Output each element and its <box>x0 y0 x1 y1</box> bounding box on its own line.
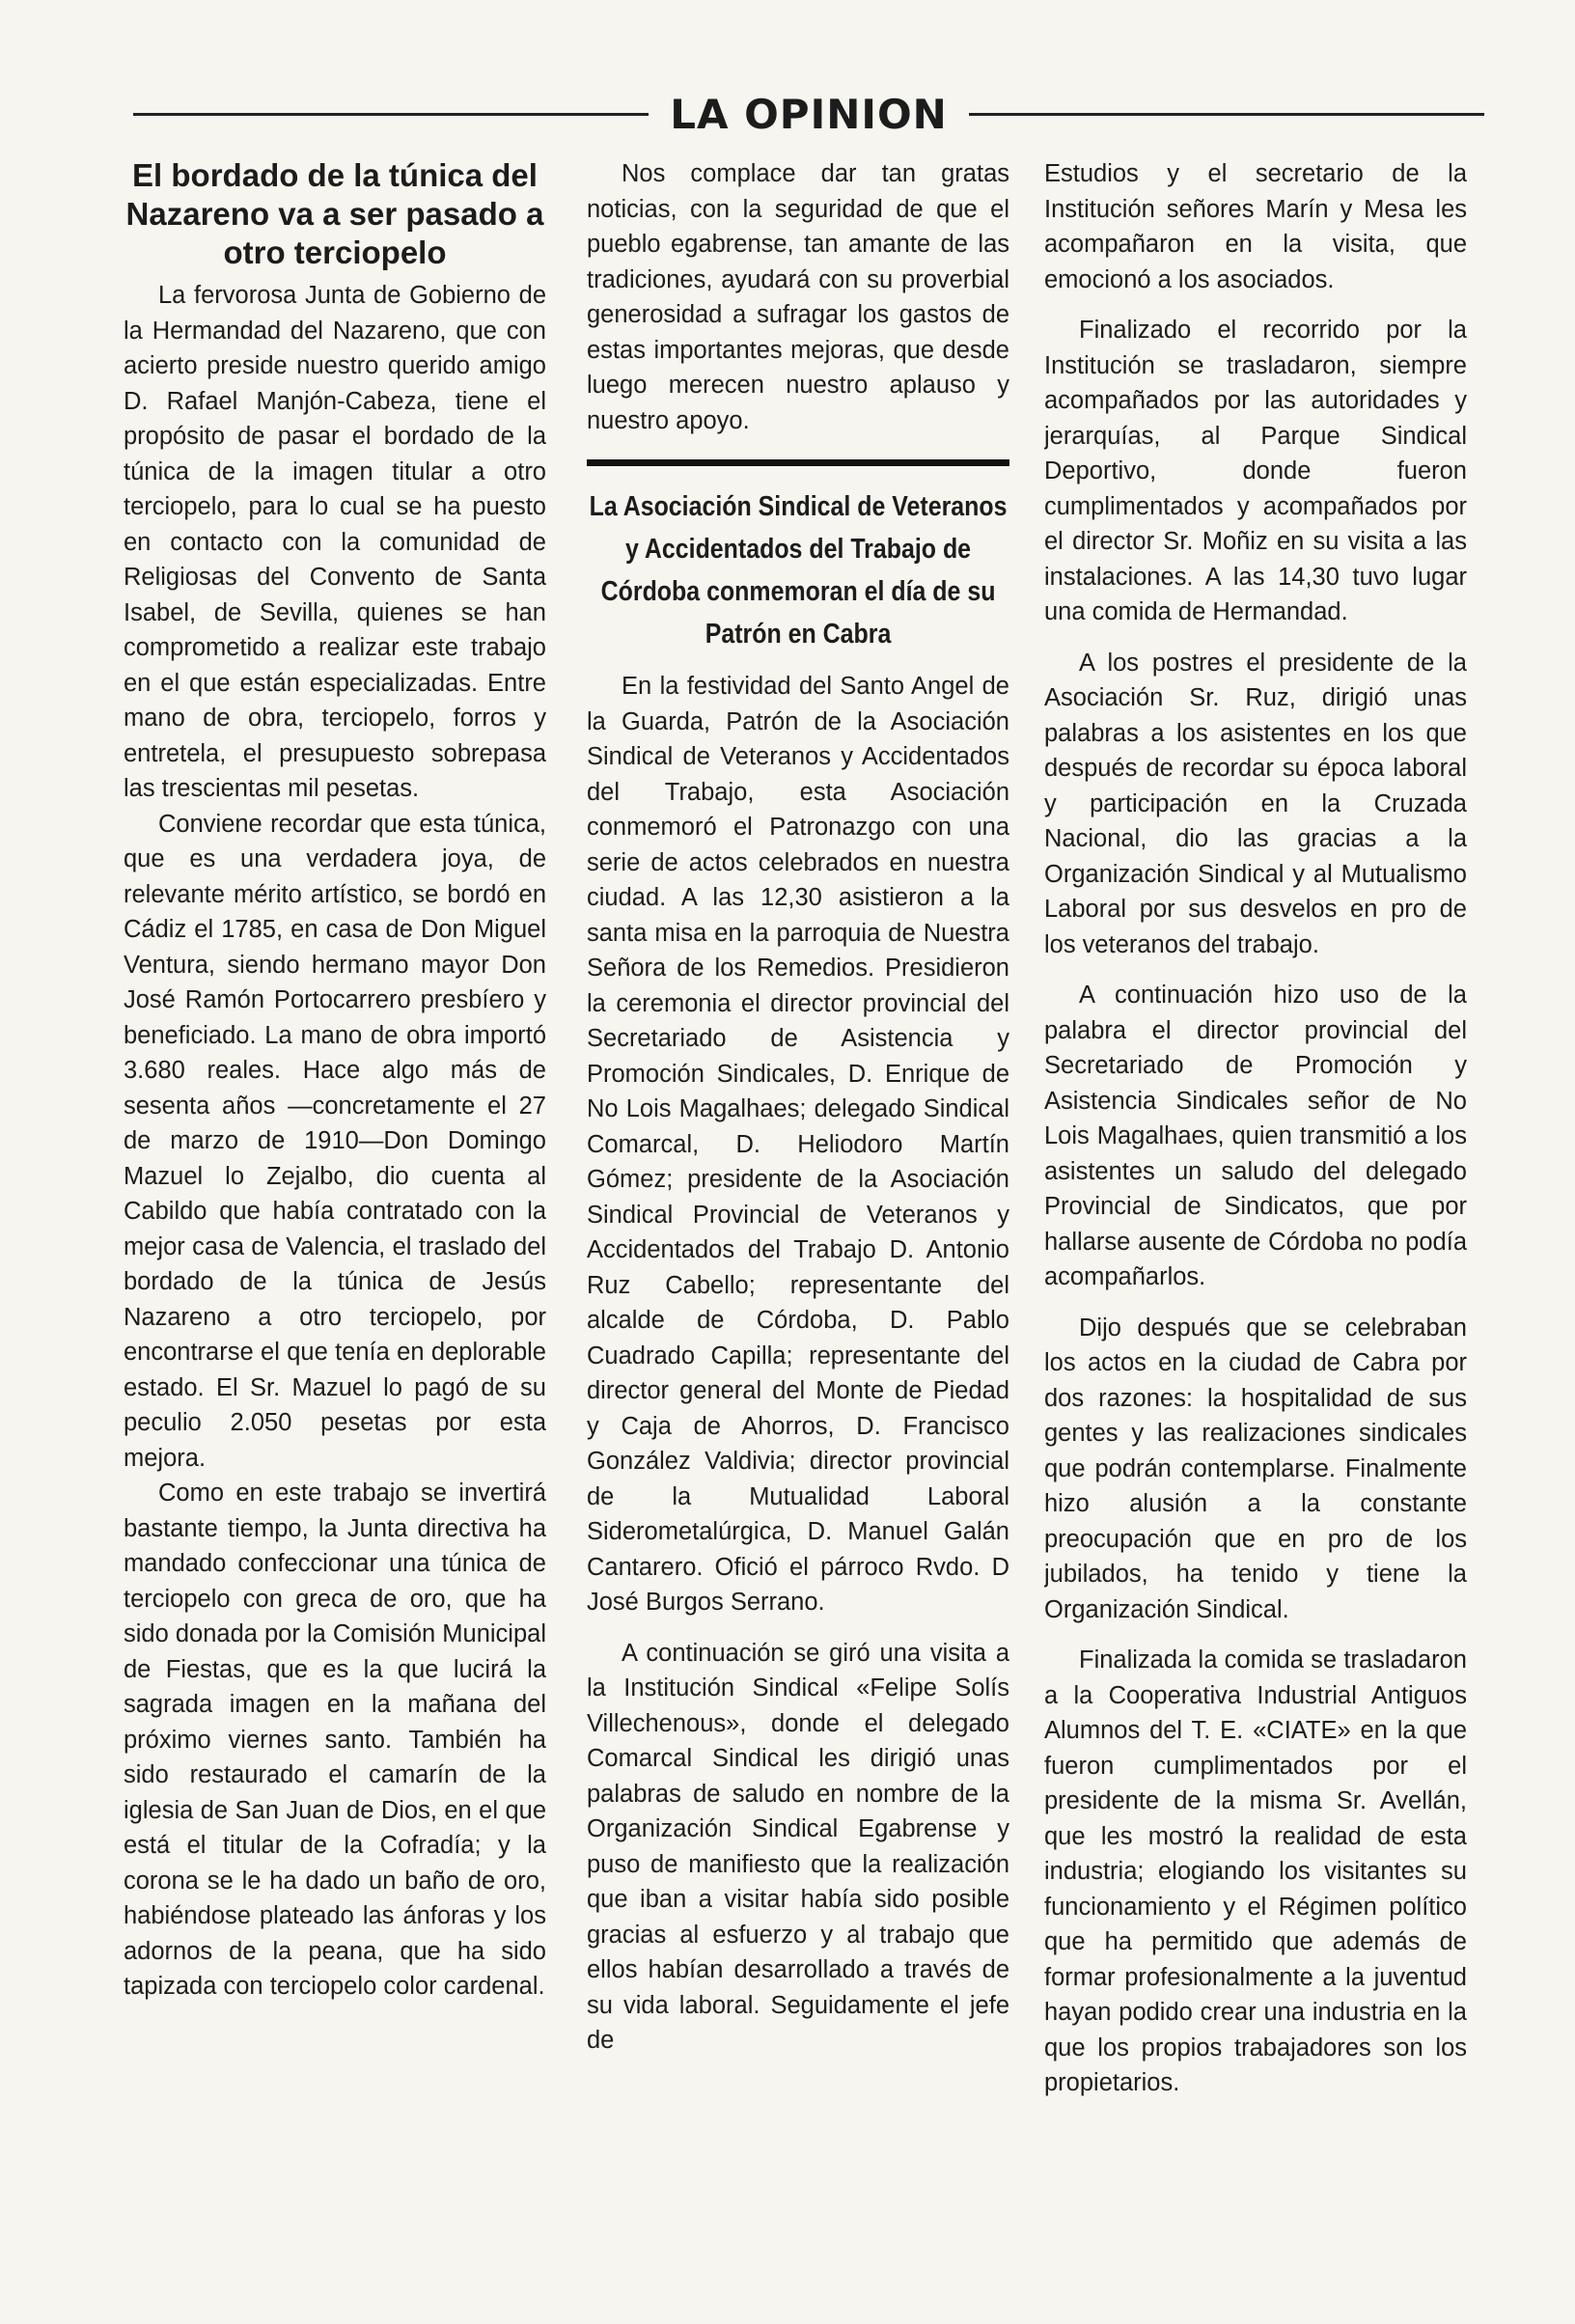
masthead-right-rule <box>969 113 1484 116</box>
article-2-paragraph: En la festividad del Santo Angel de la Guarda, Patrón de la Asociación Sindical de Veteranos y Accidentados del Trabajo, esta Asociación conmemoró el Patronazgo con una serie de actos celebrados en nuestra ciudad. A las 12,30 asistieron a la santa misa en la parroquia de Nuestra Señora de los Remedios. Presidieron la ceremonia el director provincial del Secretariado de Asistencia y Promoción Sindicales, D. Enrique de No Lois Magalhaes; delegado Sindical Comarcal, D. Heliodoro Martín Gómez; presidente de la Asociación Sindical Provincial de Veteranos y Accidentados del Trabajo D. Antonio Ruz Cabello; representante del alcalde de Córdoba, D. Pablo Cuadrado Capilla; representante del director general del Monte de Piedad y Caja de Ahorros, D. Francisco González Valdivia; director provincial de la Mutualidad Laboral Siderometalúrgica, D. Manuel Galán Cantarero. Ofició el párroco Rvdo. D José Burgos Serrano. <box>587 673 1009 1616</box>
article-2-paragraph: Finalizado el recorrido por la Institución se trasladaron, siempre acompañados por las autoridades y jerarquías, al Parque Sindical Deportivo, donde fueron cumplimentados y acompañados por el director Sr. Moñiz en su visita a las instalaciones. A las 14,30 tuvo lugar una comida de Hermandad. <box>1044 317 1467 625</box>
article-1-headline: El bordado de la túnica del Nazareno va a ser pasado a otro terciopelo <box>125 157 544 270</box>
column-1 <box>124 156 546 2299</box>
column-2 <box>587 156 1009 2299</box>
article-1-paragraph: Conviene recordar que esta túnica, que es una verdadera joya, de relevante mérito artístico, se bordó en Cádiz el 1785, en casa de Don Miguel Ventura, siendo hermano mayor Don José Ramón Portocarrero presbíero y beneficiado. La mano de obra importó 3.680 reales. Hace algo más de sesenta años —concretamente el 27 de marzo de 1910—Don Domingo Mazuel lo Zejalbo, dio cuenta al Cabildo que había contratado con la mejor casa de Valencia, el traslado del bordado de la túnica de Jesús Nazareno a otro terciopelo, por encontrarse el que tenía en deplorable estado. El Sr. Mazuel lo pagó de su peculio 2.050 pesetas por esta mejora. <box>124 810 546 1472</box>
article-2-paragraph: Estudios y el secretario de la Institución señores Marín y Mesa les acompañaron en la visita, que emocionó a los asociados. <box>1044 160 1467 293</box>
article-2-paragraph: A continuación hizo uso de la palabra el director provincial del Secretariado de Promoción y Asistencia Sindicales señor de No Lois Magalhaes, quien transmitió a los asistentes un saludo del delegado Provincial de Sindicatos, que por hallarse ausente de Córdoba no podía acompañarlos. <box>1044 982 1467 1290</box>
page-title: LA OPINION <box>670 90 948 138</box>
article-1-continuation: Nos complace dar tan gratas noticias, con la seguridad de que el pueblo egabrense, tan amante de las tradiciones, ayudará con su proverbial generosidad a sufragar los gastos de estas importantes mejoras, que desde luego merecen nuestro aplauso y nuestro apoyo. <box>587 160 1009 434</box>
article-divider <box>587 459 1009 466</box>
masthead <box>133 85 1484 143</box>
article-2-headline: La Asociación Sindical de Veteranos y Accidentados del Trabajo de Córdoba conmemoran el día de su Patrón en Cabra <box>589 491 1008 650</box>
article-2-paragraph: Dijo después que se celebraban los actos en la ciudad de Cabra por dos razones: la hospitalidad de sus gentes y las realizaciones sindicales que podrán contemplarse. Finalmente hizo alusión a la constante preocupación que en pro de los jubilados, ha tenido y tiene la Organización Sindical. <box>1044 1314 1467 1623</box>
article-2-paragraph: Finalizada la comida se trasladaron a la Cooperativa Industrial Antiguos Alumnos del T. E. «CIATE» en la que fueron cumplimentados por el presidente de la misma Sr. Avellán, que les mostró la realidad de esta industria; elogiando los visitantes su funcionamiento y el Régimen político que ha permitido que además de formar profesionalmente a la juventud hayan podido crear una industria en la que los propios trabajadores son los propietarios. <box>1044 1646 1467 2096</box>
article-1-paragraph: Como en este trabajo se invertirá bastante tiempo, la Junta directiva ha mandado confeccionar una túnica de terciopelo con greca de oro, que ha sido donada por la Comisión Municipal de Fiestas, que es la que lucirá la sagrada imagen en la mañana del próximo viernes santo. También ha sido restaurado el camarín de la iglesia de San Juan de Dios, en el que está el titular de la Cofradía; y la corona se le ha dado un baño de oro, habiéndose plateado las ánforas y los adornos de la peana, que ha sido tapizada con terciopelo color cardenal. <box>124 1480 546 2000</box>
column-3 <box>1044 156 1467 2299</box>
article-1-paragraph: La fervorosa Junta de Gobierno de la Hermandad del Nazareno, que con acierto preside nuestro querido amigo D. Rafael Manjón-Cabeza, tiene el propósito de pasar el bordado de la túnica de la imagen titular a otro terciopelo, para lo cual se ha puesto en contacto con la comunidad de Religiosas del Convento de Santa Isabel, de Sevilla, quienes se han comprometido a realizar este trabajo en el que están especializadas. Entre mano de obra, terciopelo, forros y entretela, el presupuesto sobrepasa las trescientas mil pesetas. <box>124 282 546 802</box>
article-2-paragraph: A continuación se giró una visita a la Institución Sindical «Felipe Solís Villechenous», donde el delegado Comarcal Sindical les dirigió unas palabras de saludo en nombre de la Organización Sindical Egabrense y puso de manifiesto que la realización que iban a visitar había sido posible gracias al esfuerzo y al trabajo que ellos habían desarrollado a través de su vida laboral. Seguidamente el jefe de <box>587 1639 1009 2054</box>
masthead-left-rule <box>133 113 649 116</box>
article-2-paragraph: A los postres el presidente de la Asociación Sr. Ruz, dirigió unas palabras a los asistentes en los que después de recordar su época laboral y participación en la Cruzada Nacional, dio las gracias a la Organización Sindical y al Mutualismo Laboral por sus desvelos en pro de los veteranos del trabajo. <box>1044 649 1467 958</box>
